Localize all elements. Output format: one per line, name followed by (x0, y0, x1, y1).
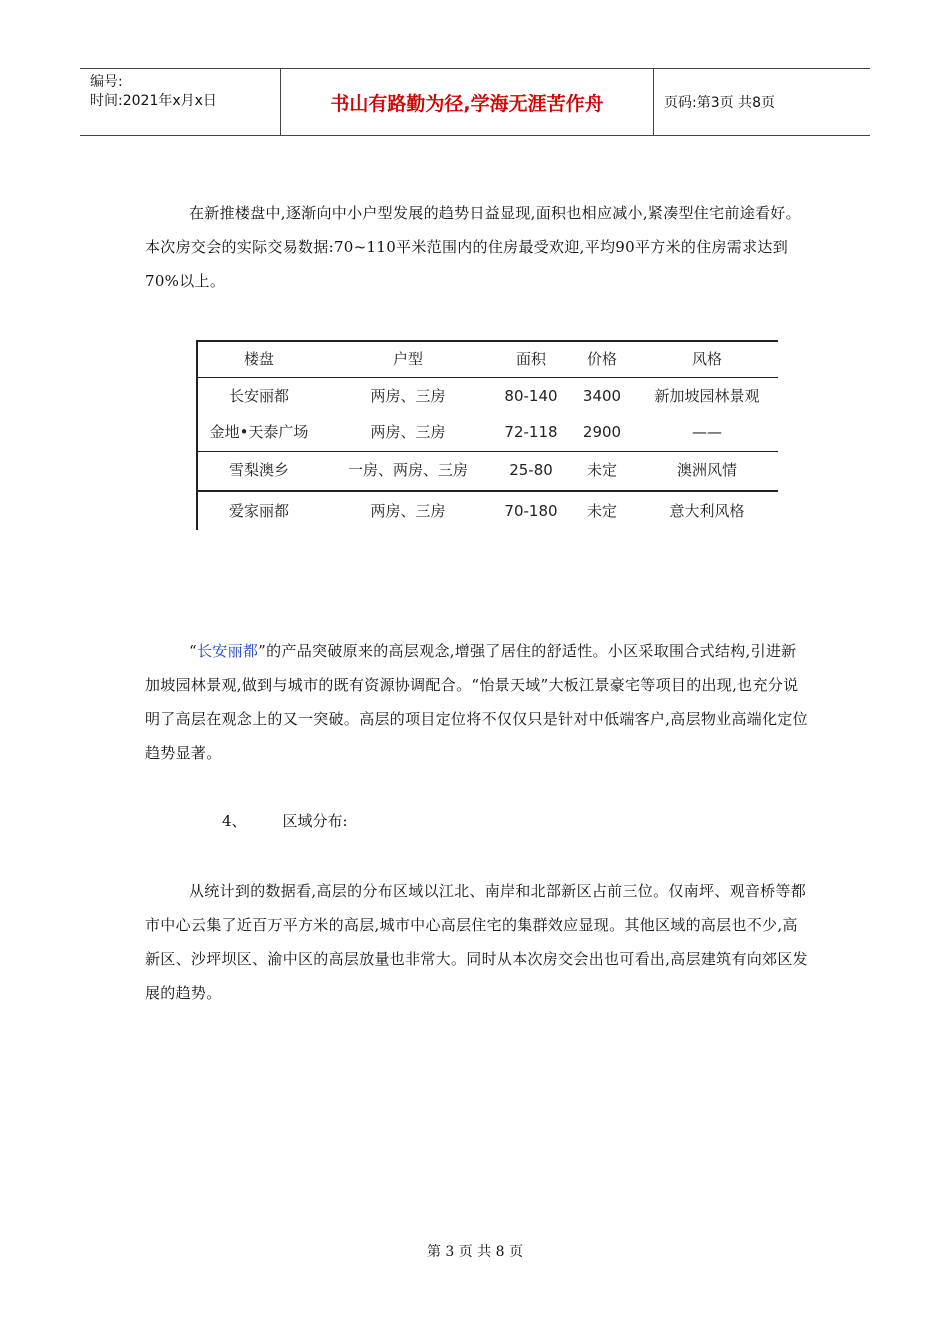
column-header: 价格 (586, 350, 617, 368)
table-cell: 80-140 (504, 387, 558, 405)
table-row (196, 378, 778, 414)
section-number: 4、 (222, 812, 247, 830)
page-header (80, 68, 870, 136)
table-row-divider (196, 490, 778, 492)
column-header: 户型 (392, 350, 423, 368)
time-label: 时间:2021年x月x日 (90, 93, 217, 109)
table-cell: 一房、两房、三房 (347, 461, 468, 479)
table-cell: 70-180 (504, 502, 558, 520)
table-cell: 金地•天泰广场 (209, 423, 309, 441)
table-row (196, 493, 778, 529)
table-cell: 两房、三房 (370, 502, 446, 520)
paragraph-intro-text: 在新推楼盘中,逐渐向中小户型发展的趋势日益显现,面积也相应减小,紧凑型住宅前途看好。本次房交会的实际交易数据:70~110平米范围内的住房最受欢迎,平均90平方米的住房需求达到70%以上。 (145, 204, 801, 290)
table-cell: 未定 (586, 461, 617, 479)
number-label: 编号: (90, 74, 123, 90)
column-header: 面积 (515, 350, 546, 368)
paragraph-project-text: ”的产品突破原来的高层观念,增强了居住的舒适性。小区采取围合式结构,引进新加坡园林景观,做到与城市的既有资源协调配合。“怡景天域”大板江景豪宅等项目的出现,也充分说明了高层在观念上的又一突破。高层的项目定位将不仅仅只是针对中低端客户,高层物业高端化定位趋势显著。 (145, 642, 808, 762)
header-page-info: 页码:第3页 共8页 (664, 95, 775, 111)
table-cell: 长安丽都 (228, 387, 289, 405)
page-footer: 第 3 页 共 8 页 (426, 1244, 524, 1260)
column-header: 风格 (691, 350, 722, 368)
table-cell: 两房、三房 (370, 387, 446, 405)
table-cell: 未定 (586, 502, 617, 520)
header-motto: 书山有路勤为径,学海无涯苦作舟 (281, 69, 654, 135)
project-link[interactable]: 长安丽都 (196, 642, 259, 660)
property-table (196, 340, 778, 530)
table-cell: 两房、三房 (370, 423, 446, 441)
section-heading (222, 806, 348, 836)
table-cell: 3400 (582, 387, 622, 405)
table-row (196, 452, 778, 488)
table-cell: 爱家丽都 (228, 502, 289, 520)
table-cell: —— (692, 423, 722, 441)
table-header-row (196, 341, 778, 377)
table-cell: 意大利风格 (669, 502, 745, 520)
section-title: 区域分布: (282, 812, 348, 830)
paragraph-intro (145, 196, 809, 298)
table-cell: 2900 (582, 423, 622, 441)
table-cell: 澳洲风情 (676, 461, 737, 479)
table-cell: 新加坡园林景观 (654, 387, 760, 405)
quote-open: “ (189, 642, 197, 660)
table-cell: 72-118 (504, 423, 558, 441)
header-meta (80, 69, 281, 135)
table-cell: 雪梨澳乡 (228, 461, 289, 479)
table-row (196, 414, 778, 450)
table-cell: 25-80 (509, 461, 553, 479)
column-header: 楼盘 (243, 350, 274, 368)
paragraph-distribution-text: 从统计到的数据看,高层的分布区域以江北、南岸和北部新区占前三位。仅南坪、观音桥等都市中心云集了近百万平方米的高层,城市中心高层住宅的集群效应显现。其他区域的高层也不少,高新区、沙坪坝区、渝中区的高层放量也非常大。同时从本次房交会出也可看出,高层建筑有向郊区发展的趋势。 (145, 882, 808, 1002)
paragraph-distribution (145, 874, 809, 1010)
paragraph-project (145, 634, 809, 770)
